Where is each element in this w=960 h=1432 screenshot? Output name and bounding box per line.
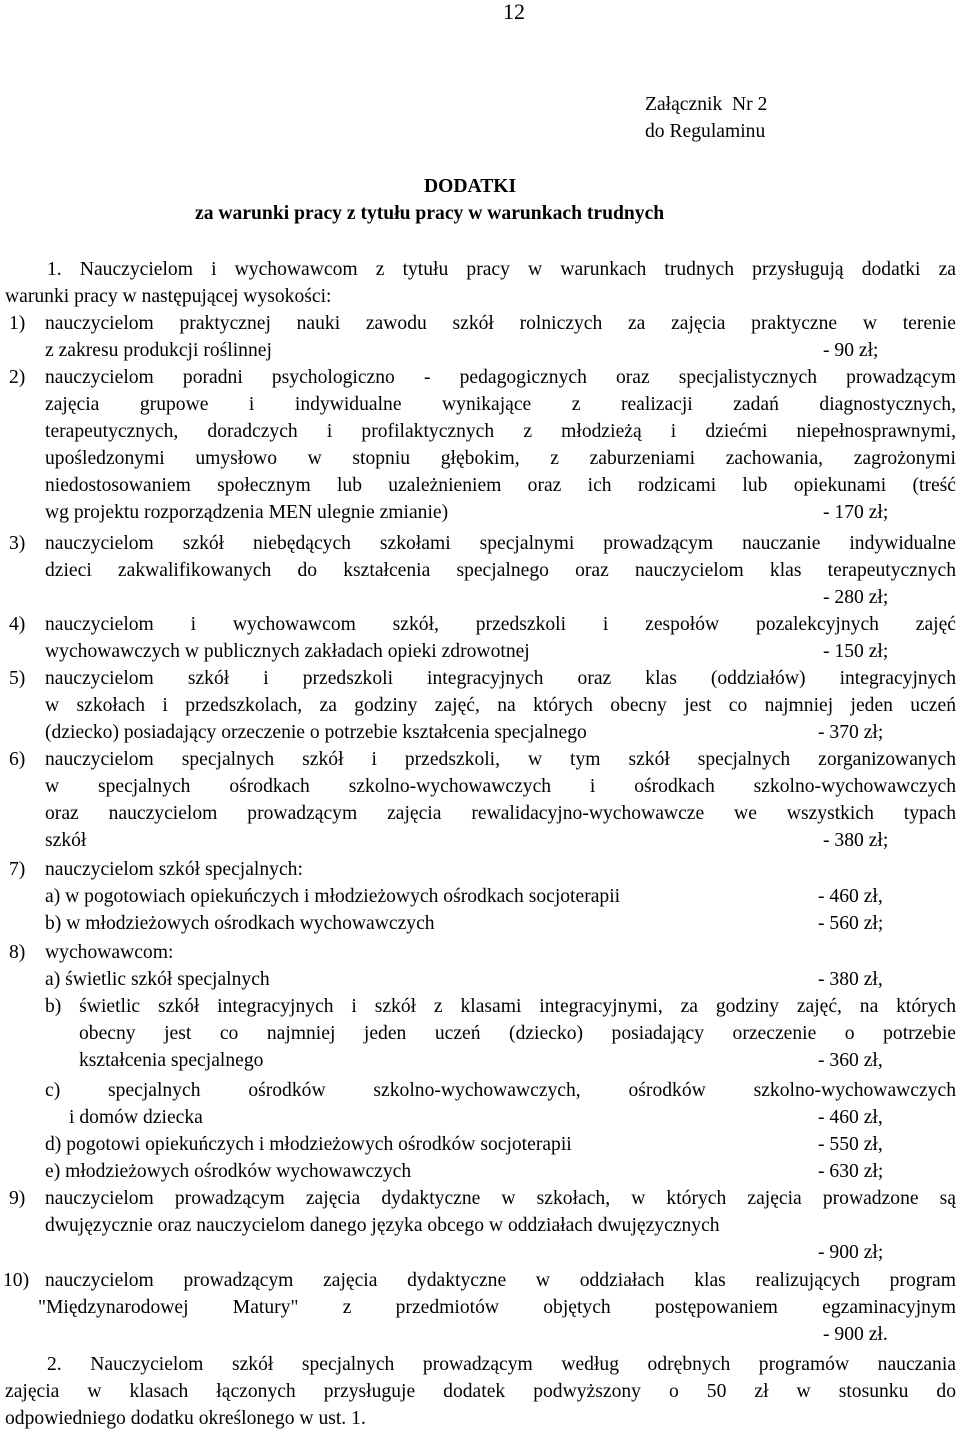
item-4-line-2: wychowawczych w publicznych zakładach opieki zdrowotnej <box>45 641 530 662</box>
item-1-amount: - 90 zł; <box>823 340 879 361</box>
item-8-line-1: wychowawcom: <box>45 942 174 963</box>
item-10-line-2: "Międzynarodowej Matury" z przedmiotów objętych postępowaniem egzaminacyjnym <box>38 1297 956 1318</box>
item-6-number: 6) <box>9 749 26 770</box>
annex-line-1: Załącznik Nr 2 <box>645 94 768 115</box>
item-7-number: 7) <box>9 859 26 880</box>
item-8c-amount: - 460 zł, <box>818 1107 883 1128</box>
item-2-amount: - 170 zł; <box>823 502 889 523</box>
item-6-amount: - 380 zł; <box>823 830 889 851</box>
annex-line-2: do Regulaminu <box>645 121 766 142</box>
item-1-line-1: nauczycielom praktycznej nauki zawodu szkół rolniczych za zajęcia praktyczne w terenie <box>45 313 956 334</box>
item-6-line-3: oraz nauczycielom prowadzącym zajęcia rewalidacyjno-wychowawcze we wszystkich typach <box>45 803 956 824</box>
item-2-line-3: terapeutycznych, doradczych i profilaktycznych z młodzieżą i dziećmi niepełnosprawnymi, <box>45 421 956 442</box>
item-8c-line-2: i domów dziecka <box>69 1107 203 1128</box>
item-5-number: 5) <box>9 668 26 689</box>
item-4-number: 4) <box>9 614 26 635</box>
paragraph-1-line-2: warunki pracy w następującej wysokości: <box>5 286 332 307</box>
paragraph-2-line-2: zajęcia w klasach łączonych przysługuje dodatek podwyższony o 50 zł w stosunku do <box>5 1381 956 1402</box>
item-6-line-1: nauczycielom specjalnych szkół i przedszkoli, w tym szkół specjalnych zorganizowanych <box>45 749 956 770</box>
item-2-line-4: upośledzonymi umysłowo w stopniu głębokim, z zaburzeniami zachowania, zagrożonymi <box>45 448 956 469</box>
item-2-number: 2) <box>9 367 26 388</box>
item-10-line-1: nauczycielom prowadzącym zajęcia dydaktyczne w oddziałach klas realizujących program <box>45 1270 956 1291</box>
item-8-number: 8) <box>9 942 26 963</box>
item-5-line-2: w szkołach i przedszkolach, za godziny zajęć, na których obecny jest co najmniej jeden uczeń <box>45 695 956 716</box>
item-3-line-1: nauczycielom szkół niebędących szkołami specjalnymi prowadzącym nauczanie indywidualne <box>45 533 956 554</box>
item-8a-amount: - 380 zł, <box>818 969 883 990</box>
item-3-line-2: dzieci zakwalifikowanych do kształcenia specjalnego oraz nauczycielom klas terapeutycznych <box>45 560 956 581</box>
item-6-line-2: w specjalnych ośrodkach szkolno-wychowawczych i ośrodkach szkolno-wychowawczych <box>45 776 956 797</box>
item-9-line-1: nauczycielom prowadzącym zajęcia dydaktyczne w szkołach, w których zajęcia prowadzone są <box>45 1188 956 1209</box>
item-8d-text: d) pogotowi opiekuńczych i młodzieżowych ośrodków socjoterapii <box>45 1134 572 1155</box>
item-9-line-2: dwujęzycznie oraz nauczycielom danego języka obcego w oddziałach dwujęzycznych <box>45 1215 720 1236</box>
item-2-line-5: niedostosowaniem społecznym lub uzależnieniem oraz ich rodzicami lub opiekunami (treść <box>45 475 956 496</box>
paragraph-1-line-1: 1. Nauczycielom i wychowawcom z tytułu pracy w warunkach trudnych przysługują dodatki za <box>47 259 956 280</box>
item-7b-amount: - 560 zł; <box>818 913 884 934</box>
page-number: 12 <box>503 0 525 24</box>
item-4-line-1: nauczycielom i wychowawcom szkół, przedszkoli i zespołów pozalekcyjnych zajęć <box>45 614 956 635</box>
paragraph-2-line-3: odpowiedniego dodatku określonego w ust. 1. <box>5 1408 366 1429</box>
item-7a-amount: - 460 zł, <box>818 886 883 907</box>
item-10-amount: - 900 zł. <box>823 1324 888 1345</box>
item-8d-amount: - 550 zł, <box>818 1134 883 1155</box>
item-8c-line-1: c) specjalnych ośrodków szkolno-wychowawczych, ośrodków szkolno-wychowawczych <box>45 1080 956 1101</box>
item-8e-text: e) młodzieżowych ośrodków wychowawczych <box>45 1161 412 1182</box>
item-6-line-4: szkół <box>45 830 87 851</box>
item-8e-amount: - 630 zł; <box>818 1161 884 1182</box>
item-2-line-6: wg projektu rozporządzenia MEN ulegnie zmianie) <box>45 502 449 523</box>
item-5-line-1: nauczycielom szkół i przedszkoli integracyjnych oraz klas (oddziałów) integracyjnych <box>45 668 956 689</box>
item-1-line-2: z zakresu produkcji roślinnej <box>45 340 272 361</box>
item-8b-line-3: kształcenia specjalnego <box>79 1050 264 1071</box>
item-1-number: 1) <box>9 313 26 334</box>
document-title: DODATKI <box>424 176 517 197</box>
item-7-line-1: nauczycielom szkół specjalnych: <box>45 859 303 880</box>
item-9-amount: - 900 zł; <box>818 1242 884 1263</box>
item-8b-amount: - 360 zł, <box>818 1050 883 1071</box>
item-8b-line-1: b) świetlic szkół integracyjnych i szkół z klasami integracyjnymi, za godziny zajęć, na których <box>45 996 956 1017</box>
item-7a-text: a) w pogotowiach opiekuńczych i młodzieżowych ośrodkach socjoterapii <box>45 886 621 907</box>
item-8b-line-2: obecny jest co najmniej jeden uczeń (dziecko) posiadający orzeczenie o potrzebie <box>79 1023 956 1044</box>
document-subtitle: za warunki pracy z tytułu pracy w warunkach trudnych <box>195 203 665 224</box>
item-5-amount: - 370 zł; <box>818 722 884 743</box>
item-7b-text: b) w młodzieżowych ośrodkach wychowawczych <box>45 913 435 934</box>
item-3-amount: - 280 zł; <box>823 587 889 608</box>
item-5-line-3: (dziecko) posiadający orzeczenie o potrzebie kształcenia specjalnego <box>45 722 587 743</box>
item-2-line-1: nauczycielom poradni psychologiczno - pedagogicznych oraz specjalistycznych prowadzącym <box>45 367 956 388</box>
item-2-line-2: zajęcia grupowe i indywidualne wynikające z realizacji zadań diagnostycznych, <box>45 394 956 415</box>
paragraph-2-line-1: 2. Nauczycielom szkół specjalnych prowadzącym według odrębnych programów nauczania <box>47 1354 956 1375</box>
item-4-amount: - 150 zł; <box>823 641 889 662</box>
item-10-number: 10) <box>3 1270 30 1291</box>
item-8a-text: a) świetlic szkół specjalnych <box>45 969 270 990</box>
item-3-number: 3) <box>9 533 26 554</box>
item-9-number: 9) <box>9 1188 26 1209</box>
